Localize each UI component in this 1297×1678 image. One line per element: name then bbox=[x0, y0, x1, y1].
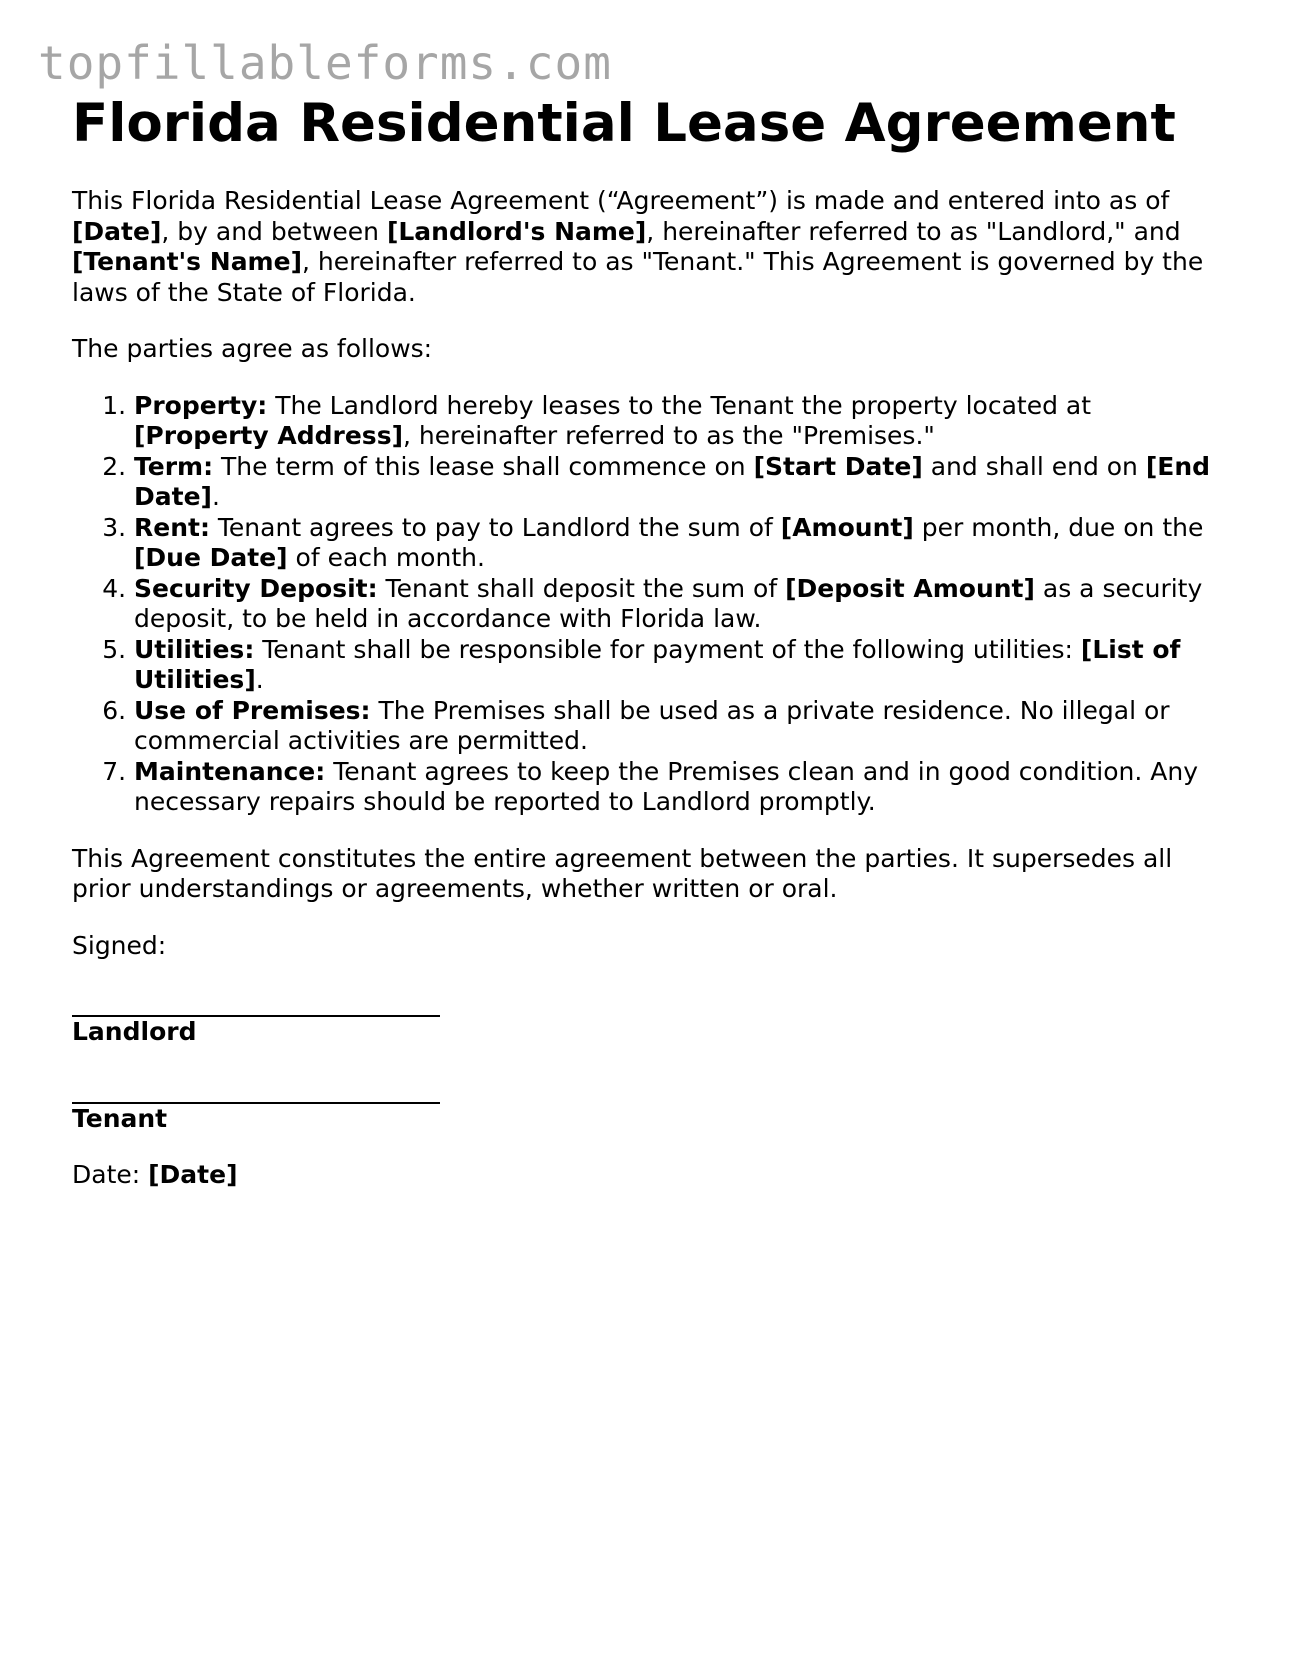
clause-heading: Security Deposit: bbox=[134, 573, 378, 603]
clause-heading: Utilities: bbox=[134, 634, 255, 664]
clause-text: . bbox=[211, 482, 220, 511]
property-address-placeholder: [Property Address] bbox=[134, 421, 403, 450]
clause-text: Tenant agrees to pay to Landlord the sum of bbox=[209, 512, 781, 542]
agree-line: The parties agree as follows: bbox=[72, 334, 433, 363]
clause-text: , hereinafter referred to as the "Premises." bbox=[403, 421, 935, 450]
clause-text: Tenant shall be responsible for payment of the following utilities: bbox=[254, 634, 1081, 664]
clause-text: The term of this lease shall commence on bbox=[213, 451, 754, 481]
clause-text: as a security deposit, to be held in accordance with Florida law. bbox=[134, 573, 1203, 633]
end-date-placeholder: [End Date] bbox=[134, 451, 1211, 511]
clause-heading: Property: bbox=[134, 390, 268, 420]
clause-heading: Use of Premises: bbox=[134, 695, 371, 725]
date-value-placeholder: [Date] bbox=[148, 1160, 238, 1189]
clause-maintenance bbox=[134, 757, 1232, 818]
document-page bbox=[72, 92, 1232, 1191]
clause-text: Tenant shall deposit the sum of bbox=[377, 573, 786, 603]
clause-text: The Premises shall be used as a private residence. No illegal or commercial activities are permitted. bbox=[134, 695, 1170, 755]
clause-heading: Maintenance: bbox=[134, 756, 326, 786]
document-title: Florida Residential Lease Agreement bbox=[72, 93, 1176, 154]
date-label: Date: bbox=[72, 1160, 149, 1189]
clause-heading: Term: bbox=[134, 451, 214, 481]
clause-utilities bbox=[134, 635, 1232, 696]
clause-use-of-premises bbox=[134, 696, 1232, 757]
date-line bbox=[72, 1160, 1232, 1191]
tenant-label: Tenant bbox=[72, 1103, 168, 1133]
landlord-signature-block bbox=[72, 987, 1232, 1048]
clause-text: per month, due on the bbox=[913, 512, 1204, 542]
clause-text: of each month. bbox=[287, 543, 485, 572]
clause-list bbox=[72, 391, 1232, 818]
document-body bbox=[72, 186, 1232, 1191]
clause-security-deposit bbox=[134, 574, 1232, 635]
landlord-label: Landlord bbox=[72, 1017, 197, 1046]
landlord-name-placeholder: [Landlord's Name] bbox=[386, 216, 647, 246]
clause-text: and shall end on bbox=[922, 451, 1146, 481]
clause-text: The Landlord hereby leases to the Tenant the property located at bbox=[267, 390, 1092, 420]
clause-text: Tenant agrees to keep the Premises clean and in good condition. Any necessary repairs should be reported to Landlord promptly. bbox=[134, 756, 1199, 816]
utilities-placeholder: [List of Utilities] bbox=[134, 634, 1181, 694]
amount-placeholder: [Amount] bbox=[780, 512, 914, 542]
closing-paragraph: This Agreement constitutes the entire agreement between the parties. It supersedes all prior understandings or agreements, whether written or oral. bbox=[72, 843, 1173, 903]
intro-paragraph bbox=[72, 186, 1232, 308]
clause-heading: Rent: bbox=[134, 512, 210, 542]
tenant-signature-block bbox=[72, 1074, 1232, 1135]
intro-text: , hereinafter referred to as "Tenant." This Agreement is governed by the laws of the State of Florida. bbox=[72, 247, 1204, 307]
start-date-placeholder: [Start Date] bbox=[753, 451, 923, 481]
clause-term bbox=[134, 452, 1232, 513]
intro-text: , hereinafter referred to as "Landlord," and bbox=[646, 216, 1181, 246]
due-date-placeholder: [Due Date] bbox=[134, 543, 288, 572]
tenant-signature-line bbox=[72, 1074, 440, 1104]
deposit-amount-placeholder: [Deposit Amount] bbox=[785, 573, 1035, 603]
watermark: topfillableforms.com bbox=[38, 36, 612, 90]
clause-rent bbox=[134, 513, 1232, 574]
tenant-name-placeholder: [Tenant's Name] bbox=[72, 247, 302, 276]
date-placeholder: [Date] bbox=[72, 216, 162, 246]
signed-label: Signed: bbox=[72, 930, 167, 960]
clause-property bbox=[134, 391, 1232, 452]
clause-text: . bbox=[255, 665, 264, 694]
intro-text: This Florida Residential Lease Agreement (“Agreement”) is made and entered into as of bbox=[72, 186, 1170, 215]
landlord-signature-line bbox=[72, 987, 440, 1017]
intro-text: , by and between bbox=[161, 216, 387, 246]
